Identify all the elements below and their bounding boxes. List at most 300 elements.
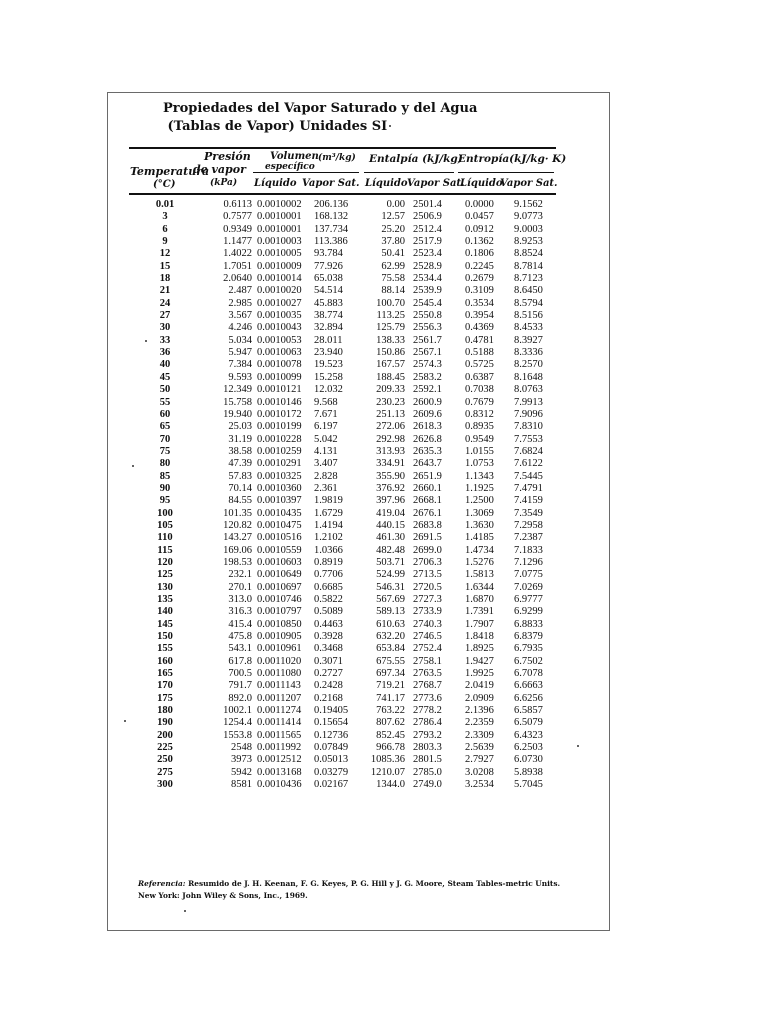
cell-presion: 791.7 (228, 680, 252, 692)
table-row (130, 520, 558, 532)
steam-table-body (130, 199, 558, 792)
cell-entalpia-vapor: 2574.3 (413, 359, 442, 371)
cell-volumen-vapor: 93.784 (314, 248, 343, 260)
cell-volumen-liquido: 0.0011143 (257, 680, 301, 692)
table-row (130, 594, 558, 606)
cell-temperatura: 170 (157, 680, 173, 692)
cell-entropia-vapor: 7.2387 (514, 532, 543, 544)
print-speck (132, 465, 134, 467)
cell-temperatura: 50 (159, 384, 171, 396)
cell-volumen-vapor: 0.3468 (314, 643, 343, 655)
cell-entropia-liquido: 1.3630 (465, 519, 494, 531)
cell-presion: 617.8 (228, 655, 252, 667)
cell-entropia-vapor: 9.1562 (514, 199, 543, 210)
cell-entalpia-vapor: 2720.5 (413, 581, 442, 593)
header-presion-2: de vapor (193, 163, 246, 176)
cell-volumen-vapor: 0.19405 (314, 705, 349, 717)
cell-entropia-liquido: 0.4369 (465, 322, 494, 334)
cell-volumen-liquido: 0.0010053 (257, 334, 302, 346)
table-row (130, 619, 558, 631)
cell-entropia-vapor: 7.2958 (514, 519, 543, 531)
cell-entropia-vapor: 6.6256 (514, 692, 543, 704)
entropia-underline (458, 172, 554, 173)
cell-presion: 316.3 (228, 606, 252, 618)
cell-entropia-vapor: 7.4159 (514, 495, 543, 507)
cell-entalpia-vapor: 2676.1 (413, 507, 442, 519)
table-row (130, 236, 558, 248)
cell-volumen-vapor: 168.132 (314, 211, 349, 223)
table-row (130, 397, 558, 409)
print-speck (124, 720, 126, 722)
cell-entalpia-liquido: 251.13 (376, 408, 405, 420)
cell-temperatura: 3 (162, 211, 168, 223)
header-bottom-rule (129, 193, 556, 195)
cell-entalpia-liquido: 167.57 (376, 359, 405, 371)
cell-presion: 3973 (231, 754, 252, 766)
cell-entalpia-vapor: 2668.1 (413, 495, 442, 507)
cell-entropia-liquido: 0.1806 (465, 248, 494, 260)
cell-entalpia-liquido: 62.99 (381, 260, 405, 272)
cell-entalpia-vapor: 2727.3 (413, 594, 442, 605)
cell-volumen-liquido: 0.0010099 (257, 371, 302, 383)
cell-volumen-vapor: 113.386 (314, 236, 348, 248)
cell-entalpia-liquido: 230.23 (376, 396, 405, 408)
cell-temperatura: 0.01 (155, 199, 175, 210)
cell-temperatura: 15 (159, 260, 171, 272)
table-row (130, 421, 558, 433)
cell-entropia-vapor: 8.9253 (514, 236, 543, 248)
cell-temperatura: 105 (157, 519, 173, 531)
cell-volumen-liquido: 0.0010649 (257, 569, 302, 581)
cell-entropia-vapor: 8.0763 (514, 384, 543, 396)
table-row (130, 668, 558, 680)
cell-presion: 38.58 (228, 445, 252, 457)
header-entalpia: Entalpía (kJ/kg) (369, 153, 463, 165)
cell-entalpia-vapor: 2506.9 (413, 211, 442, 223)
cell-presion: 47.39 (228, 458, 252, 470)
cell-presion: 4.246 (228, 322, 252, 334)
cell-entropia-vapor: 6.6663 (514, 680, 543, 692)
table-row (130, 508, 558, 520)
cell-entropia-vapor: 6.7078 (514, 668, 543, 680)
cell-entalpia-vapor: 2768.7 (413, 680, 442, 692)
cell-entalpia-liquido: 524.99 (376, 569, 405, 581)
table-row (130, 248, 558, 260)
cell-entropia-vapor: 8.8524 (514, 248, 543, 260)
cell-volumen-vapor: 0.2727 (314, 668, 343, 680)
cell-presion: 1254.4 (223, 717, 252, 729)
cell-volumen-vapor: 0.7706 (314, 569, 343, 581)
cell-entalpia-liquido: 440.15 (376, 519, 405, 531)
cell-presion: 5942 (231, 766, 252, 778)
cell-presion: 143.27 (223, 532, 252, 544)
cell-temperatura: 140 (157, 606, 173, 618)
cell-temperatura: 110 (157, 532, 173, 544)
cell-entropia-liquido: 1.1343 (465, 470, 494, 482)
cell-volumen-liquido: 0.0010005 (257, 248, 302, 260)
cell-entalpia-liquido: 852.45 (376, 729, 405, 741)
cell-volumen-liquido: 0.0012512 (257, 754, 302, 766)
cell-volumen-liquido: 0.0010002 (257, 199, 302, 210)
cell-presion: 84.55 (228, 495, 252, 507)
cell-entropia-liquido: 0.6387 (465, 371, 494, 383)
cell-volumen-vapor: 0.4463 (314, 618, 343, 630)
table-row (130, 717, 558, 729)
cell-volumen-liquido: 0.0010027 (257, 297, 302, 309)
cell-volumen-vapor: 19.523 (314, 359, 343, 371)
cell-entropia-vapor: 6.8379 (514, 631, 543, 643)
cell-presion: 9.593 (228, 371, 252, 383)
cell-temperatura: 125 (157, 569, 173, 581)
cell-entropia-liquido: 1.3069 (465, 507, 494, 519)
cell-entropia-vapor: 7.1296 (514, 556, 543, 568)
cell-entropia-vapor: 7.0269 (514, 581, 543, 593)
cell-entalpia-liquido: 292.98 (376, 433, 405, 445)
cell-entalpia-vapor: 2699.0 (413, 544, 442, 556)
cell-entalpia-liquido: 482.48 (376, 544, 405, 556)
cell-temperatura: 75 (159, 445, 171, 457)
table-row (130, 211, 558, 223)
cell-presion: 543.1 (228, 643, 252, 655)
cell-volumen-vapor: 2.828 (314, 470, 338, 482)
print-speck (577, 745, 579, 747)
cell-entalpia-vapor: 2635.3 (413, 445, 442, 457)
cell-entalpia-vapor: 2773.6 (413, 692, 442, 704)
cell-presion: 2.985 (228, 297, 252, 309)
cell-volumen-vapor: 0.8919 (314, 556, 343, 568)
cell-entalpia-liquido: 632.20 (376, 631, 405, 643)
cell-volumen-liquido: 0.0011992 (257, 742, 302, 754)
title-line-2: (Tablas de Vapor) Unidades SI (163, 119, 388, 134)
cell-entalpia-vapor: 2740.3 (413, 618, 442, 630)
header-volumen-2: específico (265, 162, 315, 172)
header-vapor-s: Vapor Sat. (500, 178, 558, 189)
cell-presion: 12.349 (223, 384, 252, 396)
cell-volumen-vapor: 0.2428 (314, 680, 343, 692)
cell-entalpia-liquido: 546.31 (376, 581, 405, 593)
cell-entalpia-vapor: 2801.5 (413, 754, 442, 766)
cell-temperatura: 135 (157, 594, 173, 605)
header-temp-unit: (°C) (153, 179, 176, 190)
table-row (130, 754, 558, 766)
table-row (130, 557, 558, 569)
header-liquido-ent: Líquido (365, 178, 408, 189)
table-row (130, 680, 558, 692)
cell-entalpia-liquido: 1210.07 (370, 766, 405, 778)
cell-volumen-vapor: 65.038 (314, 273, 343, 285)
cell-entalpia-vapor: 2501.4 (413, 199, 442, 210)
cell-volumen-liquido: 0.0010146 (257, 396, 302, 408)
cell-entropia-liquido: 0.3534 (465, 297, 494, 309)
table-row (130, 705, 558, 717)
table-row (130, 742, 558, 754)
cell-entropia-liquido: 1.8418 (465, 631, 494, 643)
cell-temperatura: 180 (157, 705, 173, 717)
cell-temperatura: 160 (157, 655, 173, 667)
cell-entalpia-liquido: 610.63 (376, 618, 405, 630)
cell-temperatura: 85 (159, 470, 171, 482)
reference-note (138, 878, 568, 902)
reference-label: Referencia: (138, 879, 186, 888)
cell-temperatura: 33 (159, 334, 171, 346)
cell-entalpia-liquido: 589.13 (376, 606, 405, 618)
cell-presion: 475.8 (228, 631, 252, 643)
cell-volumen-liquido: 0.0010435 (257, 507, 302, 519)
table-row (130, 310, 558, 322)
cell-volumen-liquido: 0.0010121 (257, 384, 302, 396)
cell-entalpia-liquido: 138.33 (376, 334, 405, 346)
cell-entalpia-liquido: 376.92 (376, 482, 405, 494)
cell-entalpia-liquido: 567.69 (376, 594, 405, 605)
table-row (130, 730, 558, 742)
cell-presion: 120.82 (223, 519, 252, 531)
cell-entropia-liquido: 1.4185 (465, 532, 494, 544)
cell-volumen-vapor: 38.774 (314, 310, 343, 322)
cell-volumen-vapor: 0.5822 (314, 594, 343, 605)
print-speck (184, 910, 186, 912)
cell-volumen-vapor: 0.5089 (314, 606, 343, 618)
header-top-rule (129, 147, 556, 149)
cell-temperatura: 95 (159, 495, 171, 507)
reference-text: Resumido de J. H. Keenan, F. G. Keyes, P. G. Hill y J. G. Moore, Steam Tables-metric Units. New York: John Wiley & Sons, Inc., 1969. (138, 879, 561, 900)
cell-presion: 700.5 (228, 668, 252, 680)
cell-volumen-liquido: 0.0010360 (257, 482, 302, 494)
cell-volumen-liquido: 0.0010001 (257, 211, 302, 223)
title-line-1: Propiedades del Vapor Saturado y del Agua (163, 101, 478, 116)
cell-entropia-vapor: 7.1833 (514, 544, 543, 556)
cell-entalpia-liquido: 0.00 (386, 199, 405, 210)
cell-temperatura: 165 (157, 668, 173, 680)
cell-entropia-vapor: 6.5857 (514, 705, 543, 717)
table-row (130, 532, 558, 544)
cell-volumen-liquido: 0.0011274 (257, 705, 302, 717)
header-temperatura: Temperatura (130, 165, 210, 178)
table-row (130, 224, 558, 236)
cell-entropia-vapor: 6.2503 (514, 742, 543, 754)
cell-entropia-vapor: 6.9299 (514, 606, 543, 618)
cell-entropia-liquido: 0.0457 (465, 211, 494, 223)
cell-entalpia-liquido: 675.55 (376, 655, 405, 667)
cell-temperatura: 90 (159, 482, 171, 494)
cell-presion: 5.034 (228, 334, 252, 346)
print-speck (389, 125, 391, 127)
cell-temperatura: 250 (157, 754, 173, 766)
cell-entropia-liquido: 1.4734 (465, 544, 494, 556)
cell-presion: 169.06 (223, 544, 252, 556)
cell-entropia-liquido: 1.9925 (465, 668, 494, 680)
cell-entropia-vapor: 6.4323 (514, 729, 543, 741)
cell-entropia-vapor: 7.3549 (514, 507, 543, 519)
table-row (130, 582, 558, 594)
cell-entalpia-liquido: 719.21 (376, 680, 405, 692)
cell-entropia-vapor: 8.6450 (514, 285, 543, 297)
table-row (130, 569, 558, 581)
cell-entropia-vapor: 5.7045 (514, 779, 543, 791)
cell-presion: 415.4 (228, 618, 252, 630)
cell-volumen-liquido: 0.0010020 (257, 285, 302, 297)
cell-volumen-vapor: 1.2102 (314, 532, 343, 544)
cell-presion: 1.4022 (223, 248, 252, 260)
cell-presion: 313.0 (228, 594, 252, 605)
cell-volumen-vapor: 3.407 (314, 458, 338, 470)
cell-volumen-vapor: 4.131 (314, 445, 338, 457)
cell-entalpia-liquido: 75.58 (381, 273, 405, 285)
cell-entropia-liquido: 0.4781 (465, 334, 494, 346)
cell-entalpia-liquido: 88.14 (381, 285, 405, 297)
cell-volumen-liquido: 0.0010172 (257, 408, 302, 420)
cell-volumen-vapor: 15.258 (314, 371, 343, 383)
cell-volumen-liquido: 0.0010078 (257, 359, 302, 371)
cell-volumen-vapor: 0.07849 (314, 742, 349, 754)
cell-volumen-liquido: 0.0013168 (257, 766, 302, 778)
cell-volumen-vapor: 0.02167 (314, 779, 349, 791)
cell-entalpia-liquido: 125.79 (376, 322, 405, 334)
table-row (130, 606, 558, 618)
cell-entropia-liquido: 1.8925 (465, 643, 494, 655)
cell-entalpia-vapor: 2643.7 (413, 458, 442, 470)
cell-presion: 1.1477 (223, 236, 252, 248)
cell-entalpia-liquido: 209.33 (376, 384, 405, 396)
cell-entropia-liquido: 0.2245 (465, 260, 494, 272)
table-row (130, 471, 558, 483)
cell-entropia-vapor: 9.0773 (514, 211, 543, 223)
cell-entropia-liquido: 0.0000 (465, 199, 494, 210)
table-row (130, 199, 558, 211)
cell-presion: 270.1 (228, 581, 252, 593)
document-title (163, 100, 477, 136)
cell-entropia-vapor: 7.7553 (514, 433, 543, 445)
cell-temperatura: 275 (157, 766, 173, 778)
cell-entalpia-liquido: 653.84 (376, 643, 405, 655)
cell-entropia-liquido: 0.8935 (465, 421, 494, 433)
cell-entalpia-liquido: 763.22 (376, 705, 405, 717)
cell-volumen-vapor: 54.514 (314, 285, 343, 297)
cell-volumen-vapor: 32.894 (314, 322, 343, 334)
cell-volumen-vapor: 0.3071 (314, 655, 343, 667)
cell-entalpia-vapor: 2583.2 (413, 371, 442, 383)
cell-entalpia-vapor: 2609.6 (413, 408, 442, 420)
cell-presion: 1553.8 (223, 729, 252, 741)
cell-entropia-vapor: 9.0003 (514, 223, 543, 235)
entalpia-underline (364, 172, 454, 173)
cell-volumen-liquido: 0.0010035 (257, 310, 302, 322)
cell-entalpia-liquido: 355.90 (376, 470, 405, 482)
cell-volumen-vapor: 23.940 (314, 347, 343, 359)
cell-temperatura: 21 (159, 285, 171, 297)
cell-volumen-vapor: 0.6685 (314, 581, 343, 593)
cell-volumen-liquido: 0.0010436 (257, 779, 302, 791)
cell-presion: 1.7051 (223, 260, 252, 272)
cell-entalpia-vapor: 2517.9 (413, 236, 442, 248)
cell-entropia-liquido: 0.2679 (465, 273, 494, 285)
cell-entalpia-liquido: 113.25 (376, 310, 405, 322)
cell-presion: 2548 (231, 742, 252, 754)
cell-volumen-liquido: 0.0011080 (257, 668, 302, 680)
cell-entropia-vapor: 6.9777 (514, 594, 543, 605)
table-row (130, 434, 558, 446)
cell-entropia-liquido: 2.5639 (465, 742, 494, 754)
cell-entropia-vapor: 6.0730 (514, 754, 543, 766)
cell-volumen-liquido: 0.0010043 (257, 322, 302, 334)
cell-entropia-liquido: 0.7679 (465, 396, 494, 408)
table-row (130, 273, 558, 285)
cell-volumen-liquido: 0.0011414 (257, 717, 302, 729)
cell-volumen-liquido: 0.0010291 (257, 458, 302, 470)
cell-entalpia-vapor: 2691.5 (413, 532, 442, 544)
header-entropia: Entropía(kJ/kg· K) (458, 153, 567, 165)
cell-entalpia-vapor: 2651.9 (413, 470, 442, 482)
cell-entropia-liquido: 2.1396 (465, 705, 494, 717)
header-vapor-vol: Vapor Sat. (302, 178, 360, 189)
cell-temperatura: 6 (162, 223, 168, 235)
cell-volumen-vapor: 1.0366 (314, 544, 343, 556)
cell-temperatura: 80 (159, 458, 171, 470)
table-row (130, 656, 558, 668)
cell-volumen-liquido: 0.0010516 (257, 532, 302, 544)
cell-entalpia-vapor: 2793.2 (413, 729, 442, 741)
table-row (130, 384, 558, 396)
cell-volumen-vapor: 77.926 (314, 260, 343, 272)
cell-presion: 1002.1 (223, 705, 252, 717)
table-row (130, 335, 558, 347)
cell-volumen-liquido: 0.0010697 (257, 581, 302, 593)
cell-temperatura: 150 (157, 631, 173, 643)
cell-volumen-vapor: 0.03279 (314, 766, 349, 778)
cell-presion: 5.947 (228, 347, 252, 359)
cell-entropia-vapor: 6.7935 (514, 643, 543, 655)
cell-volumen-liquido: 0.0010559 (257, 544, 302, 556)
cell-presion: 31.19 (228, 433, 252, 445)
table-row (130, 483, 558, 495)
cell-presion: 198.53 (223, 556, 252, 568)
table-row (130, 767, 558, 779)
cell-volumen-liquido: 0.0010397 (257, 495, 302, 507)
cell-temperatura: 175 (157, 692, 173, 704)
cell-volumen-liquido: 0.0011565 (257, 729, 302, 741)
cell-presion: 0.6113 (223, 199, 252, 210)
header-presion-unit: (kPa) (210, 178, 238, 188)
cell-entropia-liquido: 0.8312 (465, 408, 494, 420)
cell-entropia-vapor: 8.3336 (514, 347, 543, 359)
table-row (130, 347, 558, 359)
cell-entalpia-liquido: 697.34 (376, 668, 405, 680)
cell-volumen-vapor: 12.032 (314, 384, 343, 396)
cell-volumen-liquido: 0.0010603 (257, 556, 302, 568)
cell-entropia-vapor: 8.5794 (514, 297, 543, 309)
cell-entalpia-vapor: 2534.4 (413, 273, 442, 285)
cell-entropia-liquido: 0.3954 (465, 310, 494, 322)
cell-entalpia-vapor: 2567.1 (413, 347, 442, 359)
cell-entalpia-vapor: 2626.8 (413, 433, 442, 445)
cell-presion: 892.0 (228, 692, 252, 704)
cell-entalpia-liquido: 37.80 (381, 236, 405, 248)
table-row (130, 359, 558, 371)
table-row (130, 643, 558, 655)
cell-presion: 101.35 (223, 507, 252, 519)
cell-temperatura: 9 (162, 236, 168, 248)
cell-temperatura: 27 (159, 310, 171, 322)
cell-volumen-liquido: 0.0010003 (257, 236, 302, 248)
cell-entropia-liquido: 3.2534 (465, 779, 494, 791)
cell-temperatura: 30 (159, 322, 171, 334)
cell-presion: 25.03 (228, 421, 252, 433)
cell-entropia-liquido: 2.0909 (465, 692, 494, 704)
cell-entropia-liquido: 1.0753 (465, 458, 494, 470)
table-row (130, 285, 558, 297)
cell-presion: 2.487 (228, 285, 252, 297)
cell-entalpia-liquido: 419.04 (376, 507, 405, 519)
cell-temperatura: 145 (157, 618, 173, 630)
